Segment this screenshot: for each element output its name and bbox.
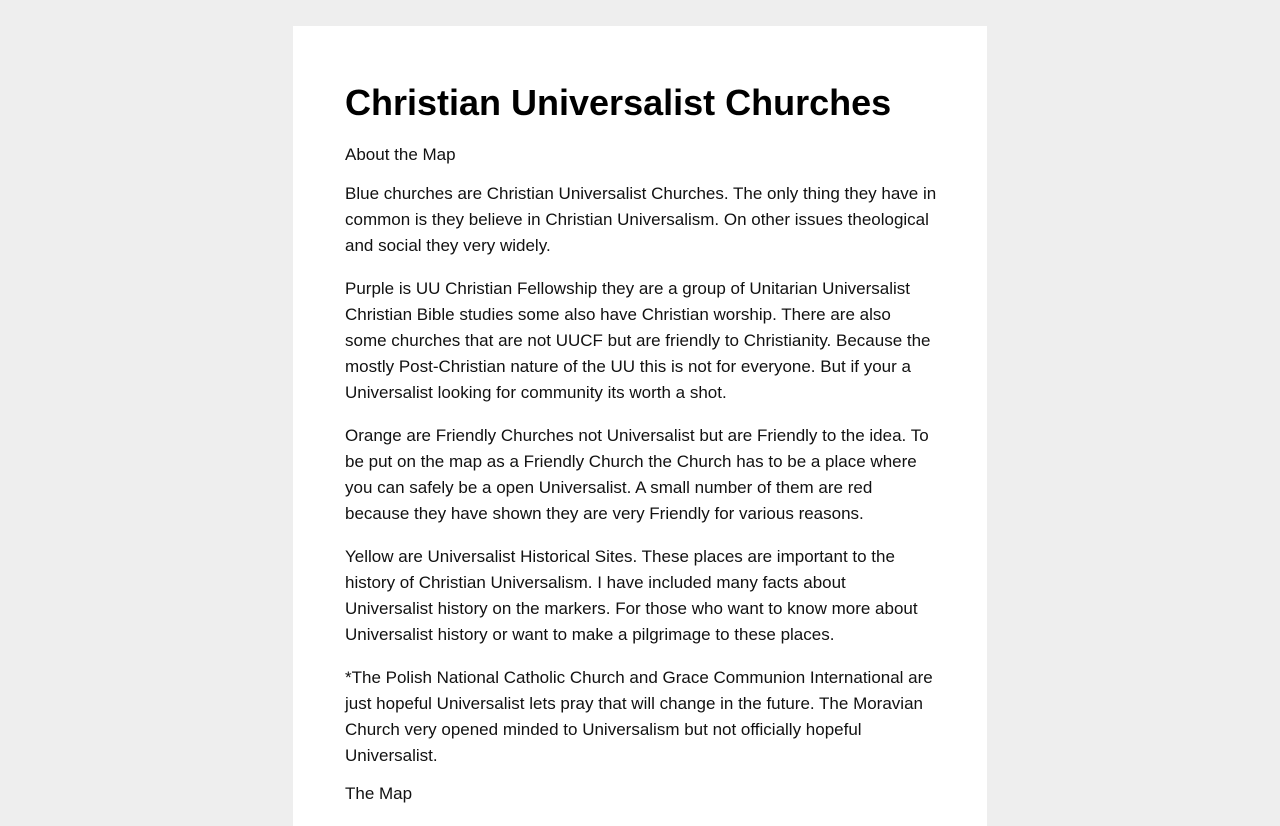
paragraph-purple-uucf: Purple is UU Christian Fellowship they are a group of Unitarian Universalist Christian Bible studies some also have Christian worship. There are also some churches that are not UUCF but are friendly to Christianity. Because the mostly Post-Christian nature of the UU this is not for everyone. But if your a Universalist looking for community its worth a shot. xyxy=(345,279,931,402)
about-map-label: About the Map xyxy=(345,145,456,164)
paragraph-blue-churches: Blue churches are Christian Universalist Churches. The only thing they have in common is they believe in Christian Universalism. On other issues theological and social they very widely. xyxy=(345,184,937,255)
paragraph-footnote: *The Polish National Catholic Church and Grace Communion International are just hopeful Universalist lets pray that will change in the future. The Moravian Church very opened minded to Universalism but not officially hopeful Universalist. xyxy=(345,668,933,765)
page-title: Christian Universalist Churches xyxy=(345,82,892,123)
map-label: The Map xyxy=(345,784,413,803)
content-card xyxy=(293,26,987,826)
paragraph-orange-friendly: Orange are Friendly Churches not Universalist but are Friendly to the idea. To be put on the map as a Friendly Church the Church has to be a place where you can safely be a open Universalist. A small number of them are red because they have shown they are very Friendly for various reasons. xyxy=(345,426,929,523)
paragraph-yellow-historical: Yellow are Universalist Historical Sites. These places are important to the history of Christian Universalism. I have included many facts about Universalist history on the markers. For those who want to know more about Universalist history or want to make a pilgrimage to these places. xyxy=(345,547,918,644)
